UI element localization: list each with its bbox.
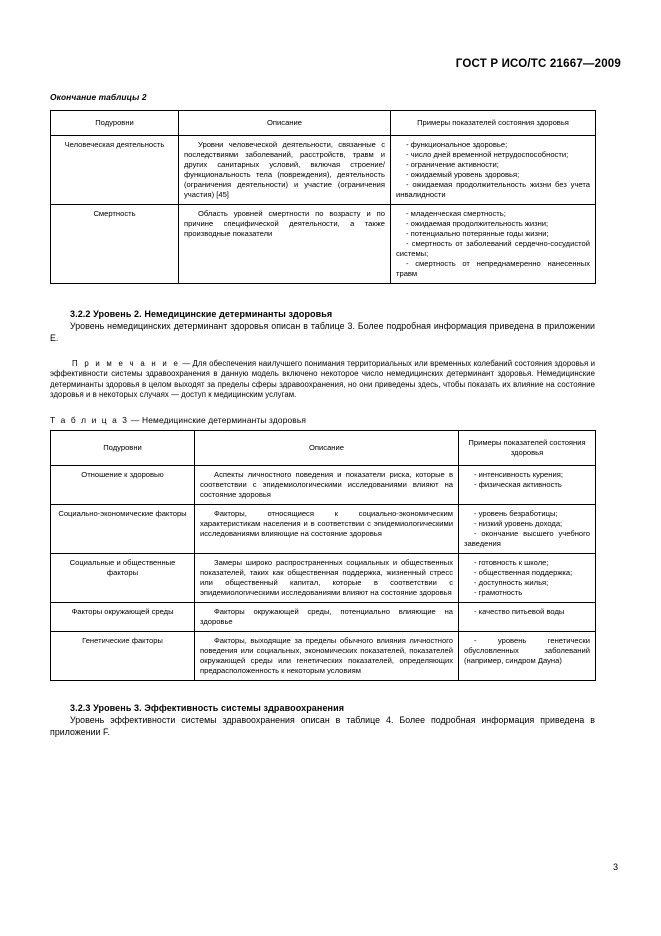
table-3 [50, 430, 596, 681]
table3-header-row [51, 430, 596, 465]
table-row [51, 504, 596, 553]
table2-row0-description: Уровни человеческой деятельности, связанные с последствиями заболеваний, расстройств, травм и других санитарных условий, включая строение/функциональность тела (повреждения), деятельность (ограничения деятельности) и участие (ограничения участия) [45] [179, 136, 391, 205]
table3-col-description: Описание [195, 430, 459, 465]
table2-row1-description: Область уровней смертности по возрасту и по причине специфической деятельности, а также производные показатели [179, 205, 391, 284]
table3-row0-indicators: - интенсивность курения; - физическая активность [459, 465, 596, 504]
table3-row2-description: Замеры широко распространенных социальных и общественных показателей, таких как общественная поддержка, жизненный стресс или общественный капитал, которые в соответствии с эпидемиологическими исследованиями влияют на состояние здоровья [195, 553, 459, 602]
table-row [51, 136, 596, 205]
table3-caption [50, 415, 595, 425]
table3-row1-sublevel: Социально-экономические факторы [51, 504, 195, 553]
table2-row0-sublevel: Человеческая деятельность [51, 136, 179, 205]
table-row [51, 602, 596, 631]
table3-row4-indicators: - уровень генетически обусловленных заболеваний (например, синдром Дауна) [459, 631, 596, 680]
clause-323-paragraph: Уровень эффективности системы здравоохранения описан в таблице 4. Более подробная информация приведена в приложении F. [50, 714, 595, 737]
clause-322-paragraph: Уровень немедицинских детерминант здоровья описан в таблице 3. Более подробная информация приведена в приложении Е. [50, 321, 595, 343]
table3-row3-indicators: - качество питьевой воды [459, 602, 596, 631]
table-row [51, 465, 596, 504]
table3-row3-sublevel: Факторы окружающей среды [51, 602, 195, 631]
table3-row0-sublevel: Отношение к здоровью [51, 465, 195, 504]
table2-col-indicators: Примеры показателей состояния здоровья [391, 111, 596, 136]
table2-row0-indicators: - функциональное здоровье; - число дней временной нетрудоспособности; - ограничение активности; - ожидаемый уровень здоровья; - ожидаемая продолжительность жизни без учета инвалидности [391, 136, 596, 205]
clause-322-note [50, 359, 595, 401]
table3-caption-label: Т а б л и ц а 3 [50, 414, 129, 425]
clause-322-heading: 3.2.2 Уровень 2. Немедицинские детерминанты здоровья [70, 309, 333, 320]
table2-col-description: Описание [179, 111, 391, 136]
page-content [50, 92, 595, 738]
table3-row3-description: Факторы окружающей среды, потенциально влияющие на здоровье [195, 602, 459, 631]
table-2 [50, 110, 596, 284]
note-text: — Для обеспечения наилучшего понимания территориальных или временных колебаний состояния здоровья и эффективности системы здравоохранения в данную модель включено некоторое число немедицинских детерминант здоровья. Немедицинские детерминанты здоровья в целом выходят за пределы сферы здравоохранения, но они приведены здесь, чтобы показать их влияние на состояние здоровья и в некоторых случаях — доступ к медицинским услугам. [50, 358, 595, 400]
standard-identifier: ГОСТ Р ИСО/ТС 21667—2009 [455, 58, 621, 70]
clause-323-heading: 3.2.3 Уровень 3. Эффективность системы здравоохранения [70, 702, 345, 713]
table3-row4-description: Факторы, выходящие за пределы обычного влияния личностного поведения или социальных, экономических показателей, показателей окружающей среды или генетических показателей, определяющих предрасположенность к некоторым условиям [195, 631, 459, 680]
table2-caption: Окончание таблицы 2 [50, 92, 147, 102]
table3-col-sublevels: Подуровни [51, 430, 195, 465]
table2-header-row [51, 111, 596, 136]
table3-row2-indicators: - готовность к школе; - общественная поддержка; - доступность жилья; - грамотность [459, 553, 596, 602]
table-row [51, 205, 596, 284]
table-row [51, 553, 596, 602]
note-label: П р и м е ч а н и е [72, 358, 180, 368]
table3-row1-description: Факторы, относящиеся к социально-экономическим характеристикам населения и в соответствии с эпидемиологическими исследованиями влияющие на состояние здоровья [195, 504, 459, 553]
table3-row2-sublevel: Социальные и общественные факторы [51, 553, 195, 602]
table2-row1-indicators: - младенческая смертность; - ожидаемая продолжительность жизни; - потенциально потерянные годы жизни; - смертность от заболеваний сердечно-сосудистой системы; - смертность от непреднамеренно нанесенных травм [391, 205, 596, 284]
table3-row0-description: Аспекты личностного поведения и показатели риска, которые в соответствии с эпидемиологическими исследованиями влияют на состояние здоровья [195, 465, 459, 504]
table3-caption-title: — Немедицинские детерминанты здоровья [128, 414, 307, 425]
table2-col-sublevels: Подуровни [51, 111, 179, 136]
table3-row1-indicators: - уровень безработицы; - низкий уровень дохода; - окончание высшего учебного заведения [459, 504, 596, 553]
table2-row1-sublevel: Смертность [51, 205, 179, 284]
table-row [51, 631, 596, 680]
table3-col-indicators: Примеры показателей состояния здоровья [459, 430, 596, 465]
page-number: 3 [612, 862, 618, 872]
table3-row4-sublevel: Генетические факторы [51, 631, 195, 680]
